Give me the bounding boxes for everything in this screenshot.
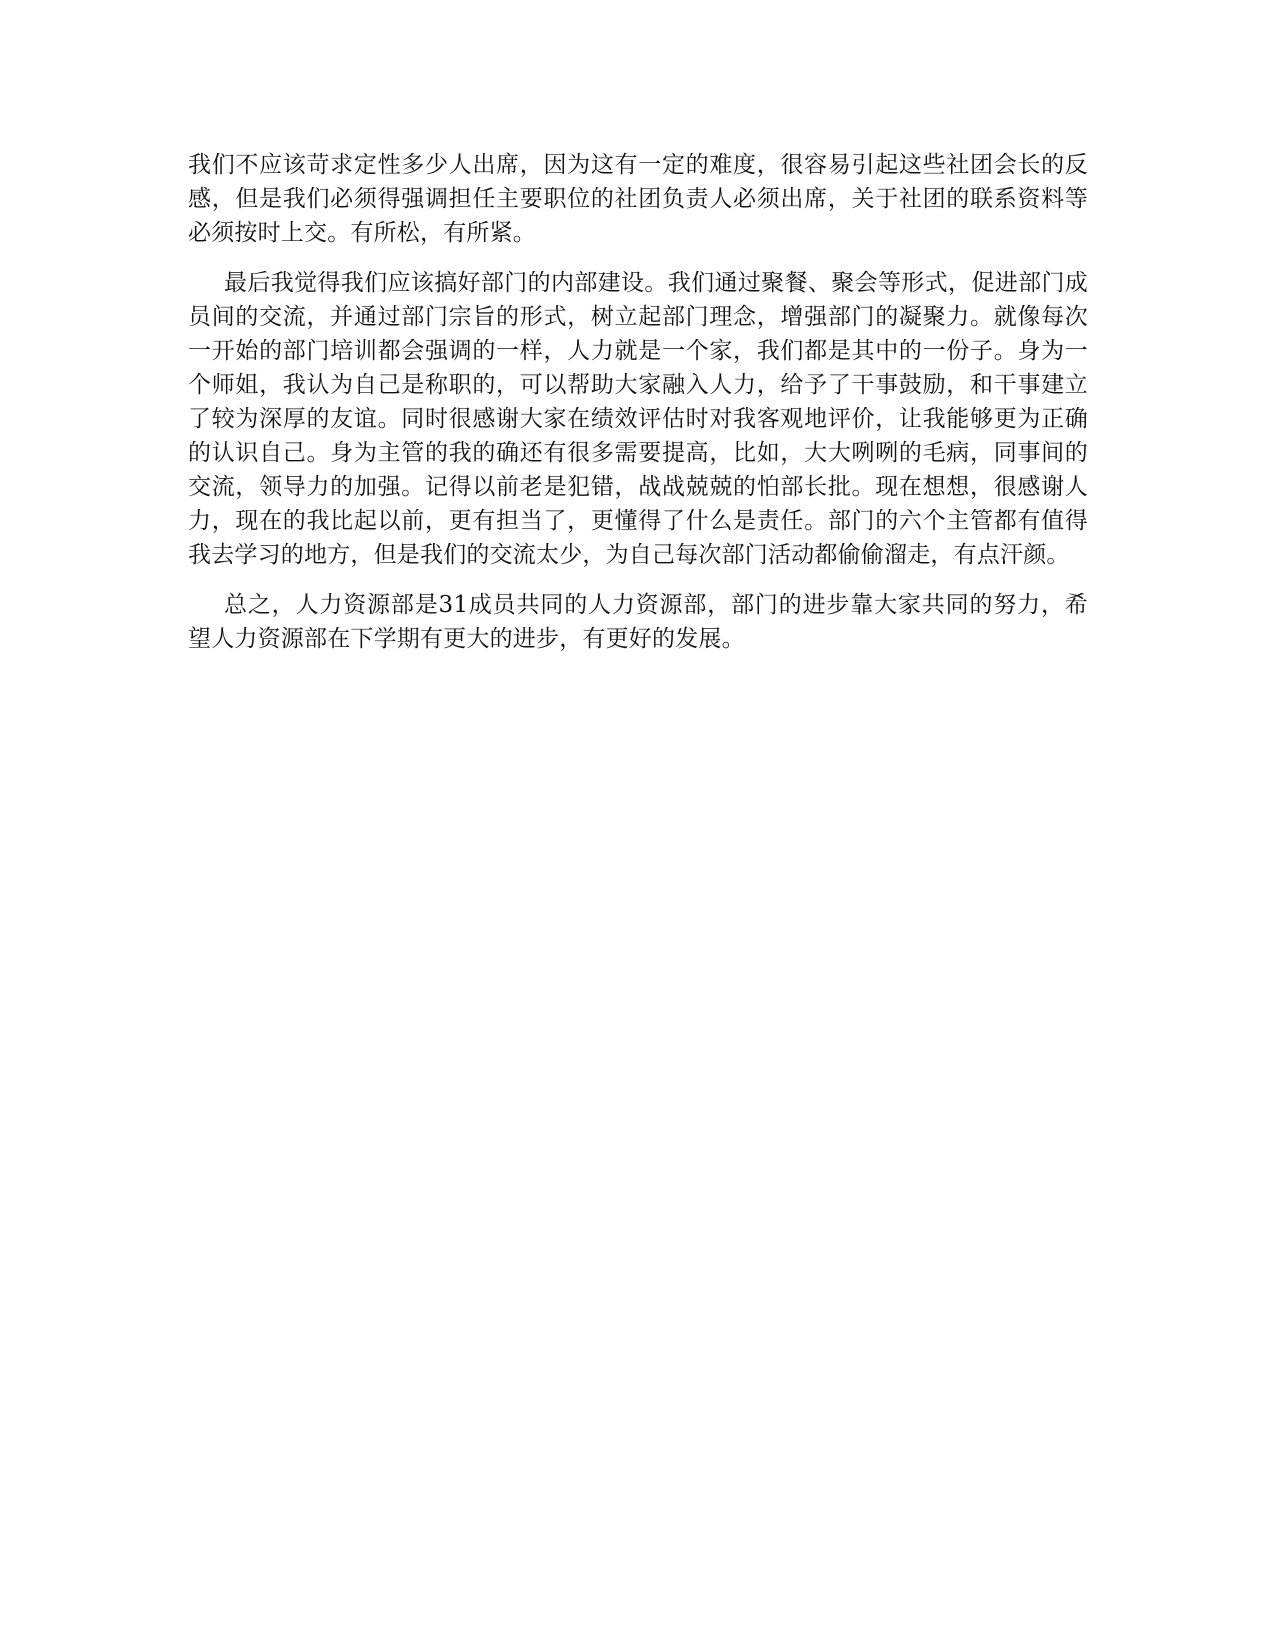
paragraph-1: 我们不应该苛求定性多少人出席，因为这有一定的难度，很容易引起这些社团会长的反感，但是我们必须得强调担任主要职位的社团负责人必须出席，关于社团的联系资料等必须按时上交。有所松，有所紧。 xyxy=(188,152,1088,246)
paragraph-2: 最后我觉得我们应该搞好部门的内部建设。我们通过聚餐、聚会等形式，促进部门成员间的交流，并通过部门宗旨的形式，树立起部门理念，增强部门的凝聚力。就像每次一开始的部门培训都会强调的一样，人力就是一个家，我们都是其中的一份子。身为一个师姐，我认为自己是称职的，可以帮助大家融入人力，给予了干事鼓励，和干事建立了较为深厚的友谊。同时很感谢大家在绩效评估时对我客观地评价，让我能够更为正确的认识自己。身为主管的我的确还有很多需要提高，比如，大大咧咧的毛病，同事间的交流，领导力的加强。记得以前老是犯错，战战兢兢的怕部长批。现在想想，很感谢人力，现在的我比起以前，更有担当了，更懂得了什么是责任。部门的六个主管都有值得我去学习的地方，但是我们的交流太少，为自己每次部门活动都偷偷溜走，有点汗颜。 xyxy=(188,270,1088,568)
paragraph-3: 总之，人力资源部是31成员共同的人力资源部，部门的进步靠大家共同的努力，希望人力资源部在下学期有更大的进步，有更好的发展。 xyxy=(188,592,1088,652)
document-body xyxy=(188,148,1088,672)
